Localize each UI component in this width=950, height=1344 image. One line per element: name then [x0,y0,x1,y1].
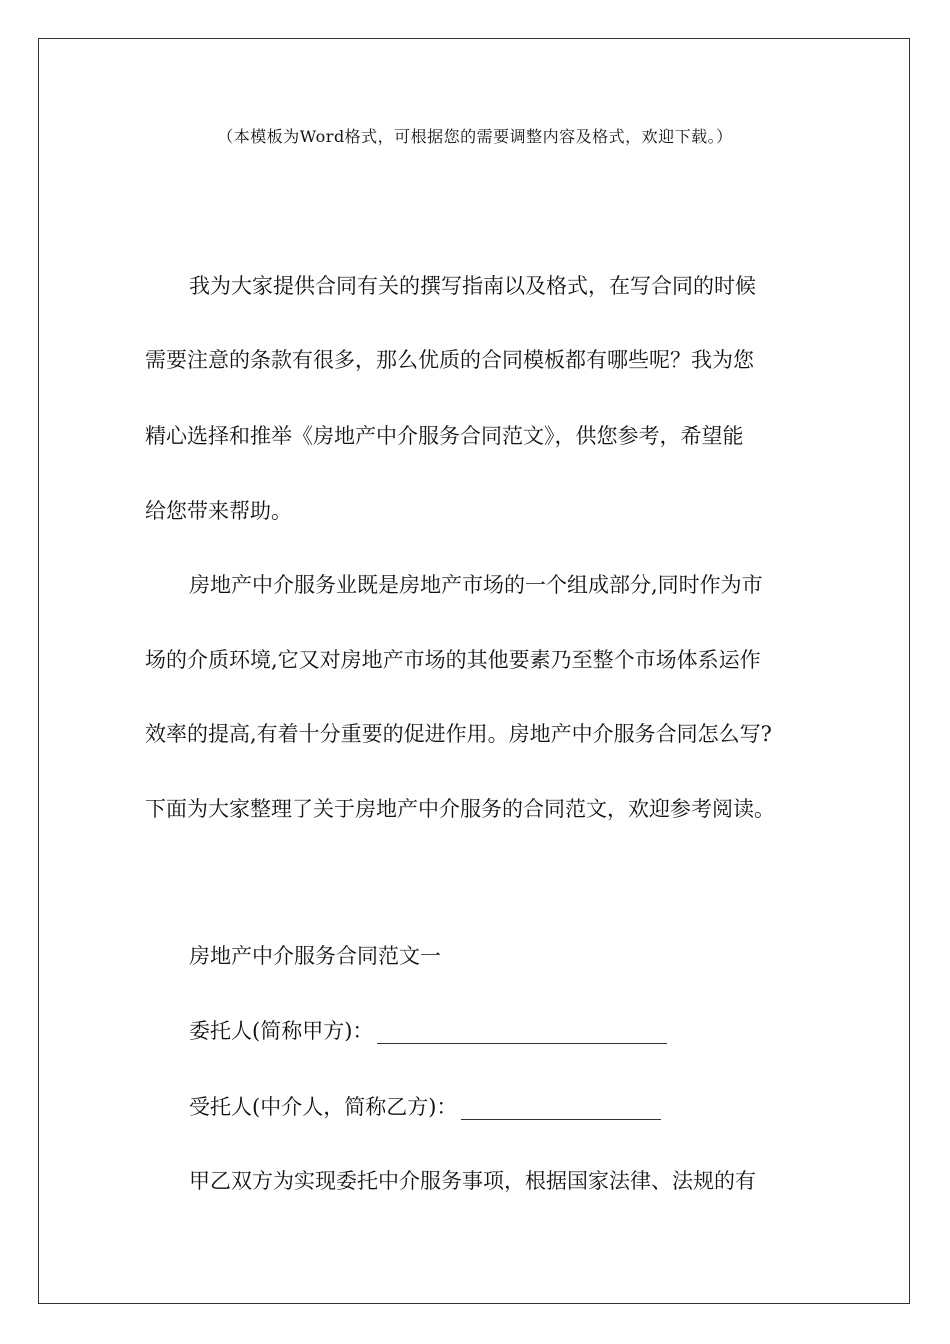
agent-label: 受托人(中介人，简称乙方)： [189,1095,458,1119]
intro-line-2: 需要注意的条款有很多，那么优质的合同模板都有哪些呢？我为您 [145,348,754,372]
intro-line-3: 精心选择和推举《房地产中介服务合同范文》，供您参考，希望能 [145,424,744,448]
body-line-4: 下面为大家整理了关于房地产中介服务的合同范文，欢迎参考阅读。 [145,797,775,821]
client-blank [377,1019,667,1044]
intro-line-1: 我为大家提供合同有关的撰写指南以及格式，在写合同的时候 [189,274,756,298]
body-line-2: 场的介质环境,它又对房地产市场的其他要素乃至整个市场体系运作 [145,648,761,672]
closing-line: 甲乙双方为实现委托中介服务事项，根据国家法律、法规的有 [189,1169,756,1193]
body-line-1: 房地产中介服务业既是房地产市场的一个组成部分,同时作为市 [189,573,763,597]
client-field [189,1018,667,1044]
agent-field [189,1094,661,1120]
intro-line-4: 给您带来帮助。 [145,499,292,523]
client-label: 委托人(简称甲方)： [189,1019,374,1043]
body-line-3: 效率的提高,有着十分重要的促进作用。房地产中介服务合同怎么写? [145,722,772,746]
template-note: （本模板为Word格式，可根据您的需要调整内容及格式，欢迎下载。） [217,127,733,146]
agent-blank [461,1095,661,1120]
section-title: 房地产中介服务合同范文一 [189,944,441,968]
